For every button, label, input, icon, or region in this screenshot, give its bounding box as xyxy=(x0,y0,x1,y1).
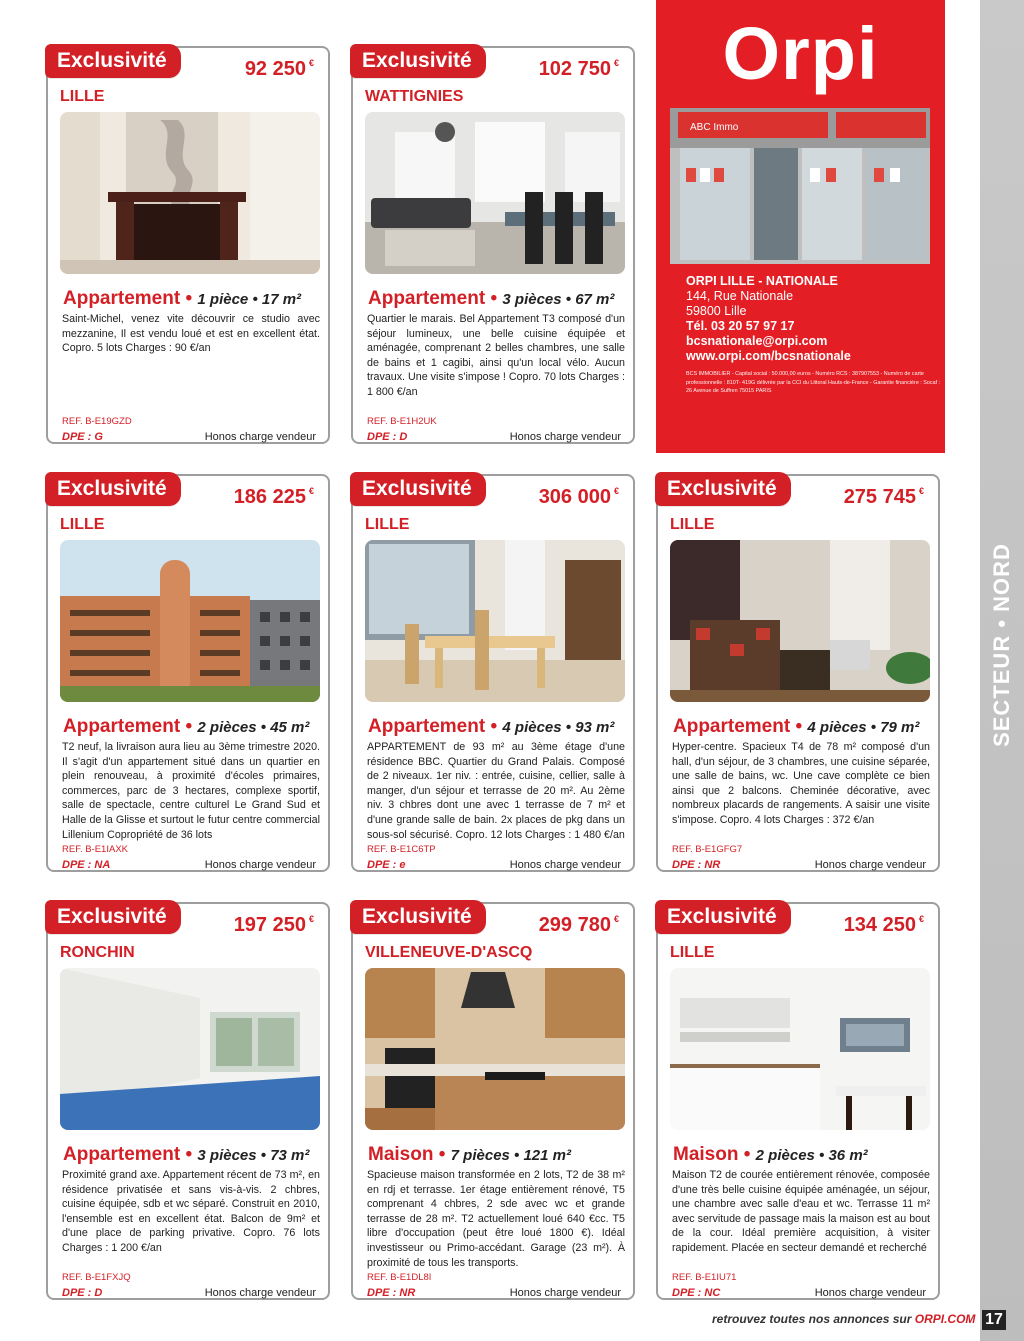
property-title: Appartement • 4 pièces • 79 m² xyxy=(673,716,920,737)
property-description: Saint-Michel, venez vite découvrir ce studio avec mezzanine, Il est vendu loué et est en excellent état. Copro. 5 lots Charges : 90 €/an xyxy=(62,313,320,355)
agency-city: 59800 Lille xyxy=(686,304,747,318)
property-description: Quartier le marais. Bel Appartement T3 composé d'un séjour lumineux, une belle cuisine équipée et aménagée, comprenant 2 belles chambres, une salle de bains et 1 cagibi, ainsi qu'un local vélo. Aucun travaux. Une visite s'impose ! Copro. 70 lots Charges : 1 800 €/an xyxy=(367,313,625,398)
fees-note: Honos charge vendeur xyxy=(509,1287,621,1299)
page-number: 17 xyxy=(982,1310,1006,1330)
property-title: Appartement • 1 pièce • 17 m² xyxy=(63,288,302,309)
property-title: Appartement • 4 pièces • 93 m² xyxy=(368,716,615,737)
fees-note: Honos charge vendeur xyxy=(814,1287,926,1299)
property-description: Proximité grand axe. Appartement récent de 73 m², en résidence privatisée et sans vis-à-vis. 2 chbres, cuisine équipée, sdb et wc séparé. Construit en 2010, l'ensemble est en excellent état. Balcon de 9m² et d'une place de parking privative. Copro. 76 lots Charges : 1 200 €/an xyxy=(62,1169,320,1254)
price: 92 250 € xyxy=(244,58,314,80)
dpe-rating: DPE : NR xyxy=(672,859,721,871)
city: LILLE xyxy=(60,88,105,105)
legal-notice: BCS IMMOBILIER - Capital social : 50.000,00 euros - Numéro RCS : 387907553 - Numéro de carte professionnelle : 810T- 419G délivrée par la CCI du Littoral Hauts-de-France - Garantie financière : Socaf : 26 Avenue de Suffren 75015 PARIS xyxy=(686,371,941,395)
listing-card[interactable] xyxy=(656,474,940,872)
exclusive-badge: Exclusivité xyxy=(45,44,181,78)
reference: REF. B-E1GFG7 xyxy=(672,844,743,855)
property-photo[interactable] xyxy=(365,968,625,1130)
property-title: Maison • 2 pièces • 36 m² xyxy=(673,1144,868,1165)
dpe-rating: DPE : NR xyxy=(367,1287,416,1299)
listing-card[interactable] xyxy=(656,902,940,1300)
agency-website[interactable]: www.orpi.com/bcsnationale xyxy=(686,349,851,363)
listing-card[interactable] xyxy=(46,46,330,444)
orpi-logo: Orpi xyxy=(722,12,879,95)
orpi-site-link[interactable]: ORPI.COM xyxy=(914,1312,976,1326)
city: LILLE xyxy=(670,944,715,961)
price: 102 750 € xyxy=(538,58,619,80)
property-photo[interactable] xyxy=(670,540,930,702)
reference: REF. B-E1DL8I xyxy=(367,1272,432,1283)
city: WATTIGNIES xyxy=(365,88,464,105)
footer-text: retrouvez toutes nos annonces sur ORPI.COM xyxy=(712,1312,976,1326)
fees-note: Honos charge vendeur xyxy=(814,859,926,871)
agency-address: 144, Rue Nationale xyxy=(686,289,794,303)
agency-storefront-photo xyxy=(670,108,930,264)
property-title: Appartement • 3 pièces • 67 m² xyxy=(368,288,615,309)
property-title: Appartement • 3 pièces • 73 m² xyxy=(63,1144,310,1165)
sector-label: SECTEUR • NORD xyxy=(989,543,1015,747)
property-photo[interactable] xyxy=(365,540,625,702)
price: 275 745 € xyxy=(843,486,924,508)
exclusive-badge: Exclusivité xyxy=(350,44,486,78)
exclusive-badge: Exclusivité xyxy=(655,900,791,934)
agency-phone[interactable]: Tél. 03 20 57 97 17 xyxy=(686,319,795,333)
property-photo[interactable] xyxy=(365,112,625,274)
exclusive-badge: Exclusivité xyxy=(655,472,791,506)
reference: REF. B-E1IAXK xyxy=(62,844,128,855)
price: 299 780 € xyxy=(538,914,619,936)
property-photo[interactable] xyxy=(670,968,930,1130)
city: RONCHIN xyxy=(60,944,135,961)
exclusive-badge: Exclusivité xyxy=(45,900,181,934)
property-title: Maison • 7 pièces • 121 m² xyxy=(368,1144,571,1165)
listing-card[interactable] xyxy=(351,474,635,872)
exclusive-badge: Exclusivité xyxy=(350,472,486,506)
exclusive-badge: Exclusivité xyxy=(45,472,181,506)
property-description: T2 neuf, la livraison aura lieu au 3ème trimestre 2020. Il s'agit d'un appartement situé dans un quartier en plein renouveau, à proximité d'écoles primaires, commerces, parc de 3 hectares, complexe sportif, salle de spectacle, centre culturel Le Grand Sud et Halle de la Glisse et surtout le futur centre commercial Lillenium Copropriété de 36 lots xyxy=(62,741,320,841)
listing-card[interactable] xyxy=(46,474,330,872)
city: VILLENEUVE-D'ASCQ xyxy=(365,944,533,961)
dpe-rating: DPE : D xyxy=(367,431,408,443)
reference: REF. B-E1H2UK xyxy=(367,416,437,427)
price: 186 225 € xyxy=(233,486,314,508)
agency-contact xyxy=(686,274,936,364)
property-title: Appartement • 2 pièces • 45 m² xyxy=(63,716,310,737)
fees-note: Honos charge vendeur xyxy=(509,859,621,871)
listing-card[interactable] xyxy=(351,46,635,444)
fees-note: Honos charge vendeur xyxy=(204,431,316,443)
agency-name: ORPI LILLE - NATIONALE xyxy=(686,274,838,288)
dpe-rating: DPE : NC xyxy=(672,1287,721,1299)
dpe-rating: DPE : e xyxy=(367,859,406,871)
price: 197 250 € xyxy=(233,914,314,936)
city: LILLE xyxy=(365,516,410,533)
reference: REF. B-E1IU71 xyxy=(672,1272,737,1283)
property-description: Maison T2 de courée entièrement rénovée, composée d'une très belle cuisine équipée aménagée, un séjour, une chambre avec salle d'eau et wc. Terrasse 11 m² avec servitude de passage mais la maison est au bout de la cour. Idéal première acquisition, à visiter rapidement. Placée en secteur demandé et recherché xyxy=(672,1169,930,1254)
agency-email[interactable]: bcsnationale@orpi.com xyxy=(686,334,828,348)
dpe-rating: DPE : NA xyxy=(62,859,111,871)
fees-note: Honos charge vendeur xyxy=(509,431,621,443)
reference: REF. B-E19GZD xyxy=(62,416,132,427)
price: 306 000 € xyxy=(538,486,619,508)
reference: REF. B-E1C6TP xyxy=(367,844,436,855)
dpe-rating: DPE : G xyxy=(62,431,103,443)
city: LILLE xyxy=(60,516,105,533)
property-description: Spacieuse maison transformée en 2 lots, T2 de 38 m² en rdj et terrasse. 1er étage entièrement rénové, T5 comprenant 4 chbres, 2 sde avec wc et grande terrasse de 28 m². T2 actuellement loué 640 €cc. T5 libre d'occupation (peut être loué 1800 €). Idéal investisseur ou Primo-accédant. Garage (23 m²). À proximité de tous les transports. xyxy=(367,1169,625,1269)
property-photo[interactable] xyxy=(60,540,320,702)
exclusive-badge: Exclusivité xyxy=(350,900,486,934)
property-photo[interactable] xyxy=(60,968,320,1130)
dpe-rating: DPE : D xyxy=(62,1287,103,1299)
storefront-sign: ABC Immo xyxy=(690,122,739,133)
reference: REF. B-E1FXJQ xyxy=(62,1272,131,1283)
agency-panel xyxy=(656,0,945,453)
property-photo[interactable] xyxy=(60,112,320,274)
listing-card[interactable] xyxy=(351,902,635,1300)
city: LILLE xyxy=(670,516,715,533)
fees-note: Honos charge vendeur xyxy=(204,859,316,871)
price: 134 250 € xyxy=(843,914,924,936)
fees-note: Honos charge vendeur xyxy=(204,1287,316,1299)
property-description: Hyper-centre. Spacieux T4 de 78 m² composé d'un hall, d'un séjour, de 3 chambres, une cuisine séparée, une salle de bains, wc. Une cave complète ce bien ainsi que 2 balcons. Cheminée décorative, avec nombreux placards de rangements. A saisir une visite s'impose. Copro. 4 lots Charges : 372 €/an xyxy=(672,741,930,826)
listing-card[interactable] xyxy=(46,902,330,1300)
property-description: APPARTEMENT de 93 m² au 3ème étage d'une résidence BBC. Quartier du Grand Palais. Composé de 2 niveaux. 1er niv. : entrée, cuisine, cellier, salle à manger, d'un séjour et terrasse de 20 m². Au 2ème niv. 3 chbres dont une avec 1 terrasse de 7 m² et d'une grande salle de bain. 2x places de pkg dans un sous-sol sécurisé. Copro. 12 lots Charges : 1 480 €/an xyxy=(367,741,625,841)
